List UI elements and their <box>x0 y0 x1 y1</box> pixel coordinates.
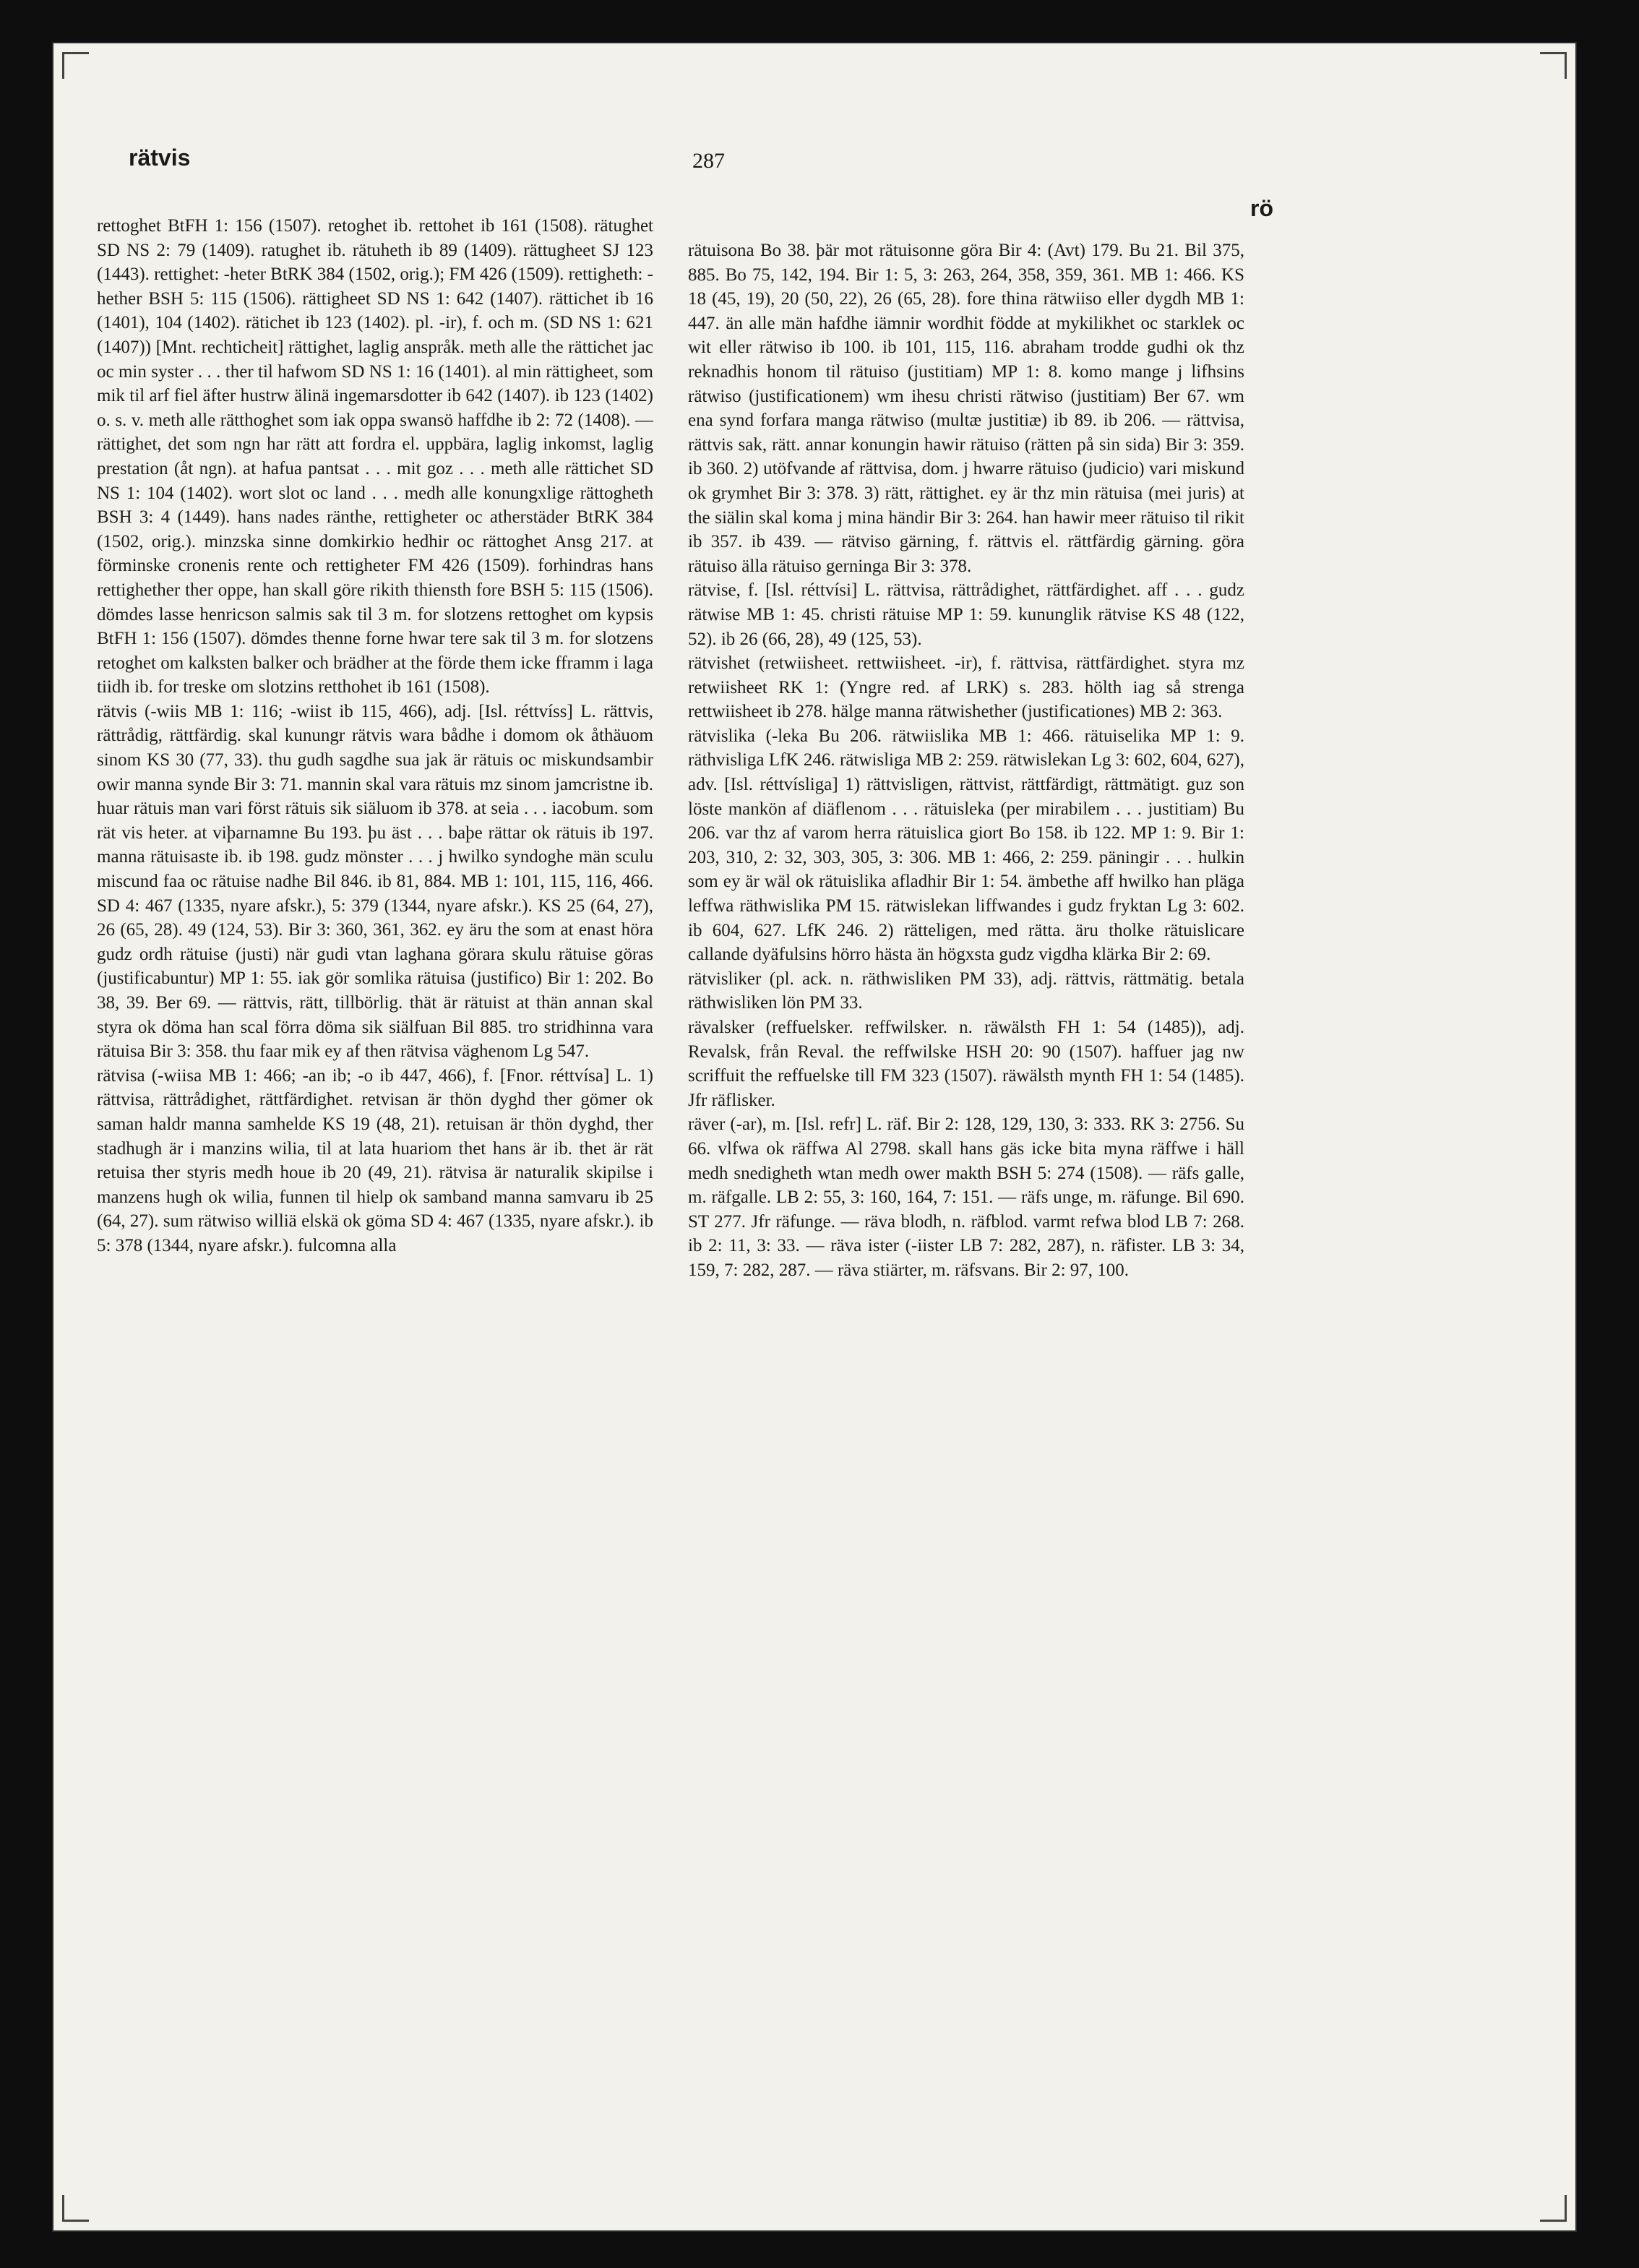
crop-mark <box>62 52 89 79</box>
crop-mark <box>62 2195 89 2222</box>
entry-paragraph: rettoghet BtFH 1: 156 (1507). retoghet ib. rettohet ib 161 (1508). rätughet SD NS 2: 79 (1409). ratughet ib. rätuheth ib 89 (1409). rättugheet SJ 123 (1443). rettighet: -heter BtRK 384 (1502, orig.); FM 426 (1509). rettigheth: -hether BSH 5: 115 (1506). rättigheet SD NS 1: 642 (1407). rättichet ib 16 (1401), 104 (1402). rätichet ib 123 (1402). pl. -ir), f. och m. (SD NS 1: 621 (1407)) [Mnt. rechticheit] rättighet, laglig anspråk. meth alle the rättichet jac oc min syster . . . ther til hafwom SD NS 1: 16 (1401). al min rättigheet, som mik til arf fiel äfter hustrw älinä ingemarsdotter ib 642 (1407). ib 123 (1402) o. s. v. meth alle rätthoghet som iak oppa swansö haffdhe ib 2: 72 (1408). — rättighet, det som ngn har rätt att fordra el. uppbära, laglig inkomst, laglig prestation (åt ngn). at hafua pantsat . . . mit goz . . . meth alle rättichet SD NS 1: 104 (1402). wort slot oc land . . . medh alle konungxlige rättogheth BSH 3: 4 (1449). hans nades ränthe, rettigheter oc atherstäder BtRK 384 (1502, orig.). minzska sinne domkirkio hedhir oc rättoghet Ansg 217. at förminske cronenis rente och rettigheter FM 426 (1509). forhindras hans rettighether ther oppe, han skall göre rikith thiensth fore BSH 5: 115 (1506). dömdes lasse henricson salmis sak til 3 m. for slotzens rettoghet om kypsis BtFH 1: 156 (1507). dömdes thenne forne hwar tere sak til 3 m. for slotzens retoghet om kalksten balker och brädher at the förde them icke fframm i laga tiidh ib. for treske om slotzins retthohet ib 161 (1508). <box>97 216 653 697</box>
entry-paragraph: rätvishet (retwiisheet. rettwiisheet. -ir), f. rättvisa, rättfärdighet. styra mz retwiisheet RK 1: (Yngre red. af LRK) s. 283. hölth iag så strenga rettwiisheet ib 278. hälge manna rätwishether (justificationes) MB 2: 363. <box>688 653 1244 722</box>
crop-mark <box>1540 52 1567 79</box>
entry-paragraph: räver (-ar), m. [Isl. refr] L. räf. Bir 2: 128, 129, 130, 3: 333. RK 3: 2756. Su 66. vlfwa ok räffwa Al 2798. skall hans gäs icke bita myna räffwe i häll medh snedigheth wtan medh ower makth BSH 5: 274 (1508). — räfs galle, m. räfgalle. LB 2: 55, 3: 160, 164, 7: 151. — räfs unge, m. räfunge. Bil 690. ST 277. Jfr räfunge. — räva blodh, n. räfblod. varmt refwa blod LB 7: 268. ib 2: 11, 3: 33. — räva ister (-iister LB 7: 282, 287), n. räfister. LB 3: 34, 159, 7: 282, 287. — räva stiärter, m. räfsvans. Bir 2: 97, 100. <box>688 1114 1244 1280</box>
left-column <box>97 214 653 1970</box>
running-head-right: rö <box>1250 195 1273 221</box>
entry-paragraph: rävalsker (reffuelsker. reffwilsker. n. räwälsth FH 1: 54 (1485)), adj. Revalsk, från Reval. the reffwilske HSH 20: 90 (1507). haffuer jag nw scriffuit the reffuelske till FM 323 (1507). räwälsth mynth FH 1: 54 (1485). Jfr räflisker. <box>688 1018 1244 1110</box>
entry-paragraph: rätvisliker (pl. ack. n. räthwisliken PM 33), adj. rättvis, rättmätig. betala räthwisliken lön PM 33. <box>688 968 1244 1013</box>
entry-paragraph: rätvislika (-leka Bu 206. rätwiislika MB 1: 466. rätuiselika MP 1: 9. räthvisliga LfK 246. rätwisliga MB 2: 259. rätwislekan Lg 3: 602, 604, 627), adv. [Isl. réttvísliga] 1) rättvisligen, rättvist, rättfärdigt, rättmätigt. guz son löste mankön af diäflenom . . . rätuisleka (per mirabilem . . . justitiam) Bu 206. var thz af varom herra rätuislica giort Bo 158. ib 122. MP 1: 9. Bir 1: 203, 310, 2: 32, 303, 305, 3: 306. MB 1: 466, 2: 259. päningir . . . hulkin som ey är wäl ok rätuislika afladhir Bir 1: 54. ämbethe aff hwilko han pläga leffwa räthwislika PM 15. rätwislekan liffwandes i gudz fryktan Lg 3: 602. ib 604, 627. LfK 246. 2) rätteligen, med rätta. äru tholke rätuislicare callande dyäfulsins hörro hästa än högxsta gudz vigdha klärka Bir 2: 69. <box>688 726 1244 965</box>
right-column <box>688 239 1244 1995</box>
entry-paragraph: rätvisa (-wiisa MB 1: 466; -an ib; -o ib 447, 466), f. [Fnor. réttvísa] L. 1) rättvisa, rättrådighet, rättfärdighet. retvisan är thön dyghd ther gömer ok saman haldr manna samhelde KS 19 (48, 21). retuisan är thön dyghd, ther stadhugh är i manzins wilia, til at lata huariom thet hans är ib. thet är rät retuisa ther styris medh houe ib 20 (49, 21). rätvisa är naturalik skipilse i manzens hugh ok wilia, funnen til hielp ok samband manna samvaru ib 25 (64, 27). sum rätwiso williä elskä ok göma SD 4: 467 (1335, nyare afskr.). ib 5: 378 (1344, nyare afskr.). fulcomna alla <box>97 1065 653 1255</box>
entry-paragraph: rätuisona Bo 38. þär mot rätuisonne göra Bir 4: (Avt) 179. Bu 21. Bil 375, 885. Bo 75, 142, 194. Bir 1: 5, 3: 263, 264, 358, 359, 361. MB 1: 466. KS 18 (45, 19), 20 (50, 22), 26 (65, 28). fore thina rätwiiso eller dygdh MB 1: 447. än alle män hafdhe iämnir wordhit födde at mykilikhet oc starklek oc wit eller rätwiso ib 100. ib 101, 115, 116. abraham trodde gudhi ok thz reknadhis honom til rätuiso (justitiam) MP 1: 8. komo mange j lifhsins rätwiso (justificationem) wm ihesu christi rätwiso (justitiam) Ber 67. wm ena synd forfara manga rätwiso (multæ justitiæ) ib 89. ib 206. — rättvisa, rättvis sak, rätt. annar konungin hawir rätuiso (rätten på sin sida) Bir 3: 359. ib 360. 2) utöfvande af rättvisa, dom. j hwarre rätuiso (judicio) vari miskund ok grymhet Bir 3: 378. 3) rätt, rättighet. ey är thz min rätuisa (mei juris) at the siälin skal koma j mina händir Bir 3: 264. han hawir meer rätuiso til rikit ib 357. ib 439. — rätviso gärning, f. rättvis el. rättfärdig gärning. göra rätuiso älla rätuiso gerninga Bir 3: 378. <box>688 241 1244 576</box>
entry-paragraph: rätvise, f. [Isl. réttvísi] L. rättvisa, rättrådighet, rättfärdighet. aff . . . gudz rätwise MB 1: 45. christi rätuise MP 1: 59. kununglik rätvise KS 48 (122, 52). ib 26 (66, 28), 49 (125, 53). <box>688 580 1244 649</box>
page-number: 287 <box>692 149 725 173</box>
running-head-left: rätvis <box>129 145 191 171</box>
crop-mark <box>1540 2195 1567 2222</box>
entry-paragraph: rätvis (-wiis MB 1: 116; -wiist ib 115, 466), adj. [Isl. réttvíss] L. rättvis, rättrådig, rättfärdig. skal kunungr rätvis wara bådhe i domom ok åthäuom sinom KS 30 (77, 33). thu gudh sagdhe sua jak är rätuis oc miskundsambir owir manna synde Bir 3: 71. mannin skal vara rätuis mz sinom jamcristne ib. huar rätuis man vari först rätuis sik siäluom ib 378. at seia . . . iacobum. som rät vis heter. at viþarnamne Bu 193. þu äst . . . baþe rättar ok rätuis ib 197. manna rätuisaste ib. ib 198. gudz mönster . . . j hwilko syndoghe män sculu miscund faa oc rätuise nadhe Bil 846. ib 81, 884. MB 1: 101, 115, 116, 466. SD 4: 467 (1335, nyare afskr.), 5: 379 (1344, nyare afskr.). KS 25 (64, 27), 26 (65, 28). 49 (124, 53). Bir 3: 360, 361, 362. ey äru the som at enast höra gudz ordh rätuise (justi) när gudi vtan laghana görara skulu rätuise göras (justificabuntur) MP 1: 55. iak gör somlika rätuisa (justifico) Bir 1: 202. Bo 38, 39. Ber 69. — rättvis, rätt, tillbörlig. thät är rätuist at thän annan skal styra ok döma han scal förra döma sik siälfuan Bil 885. tro stridhinna vara rätuisa Bir 3: 358. thu faar mik ey af then rätvisa väghenom Lg 547. <box>97 701 653 1062</box>
